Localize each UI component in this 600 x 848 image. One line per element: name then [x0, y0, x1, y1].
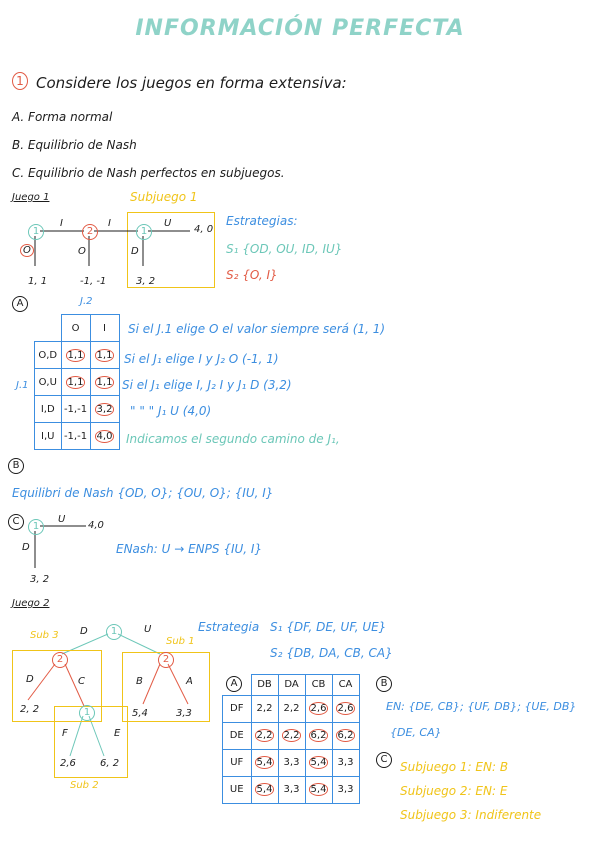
move-o1: O	[20, 244, 34, 257]
strategy-set-s1: S₁ {OD, OU, ID, IU}	[226, 242, 343, 256]
j2-move-d: D	[80, 626, 88, 637]
matrix-cell	[305, 695, 332, 722]
c1-move-d: D	[22, 542, 30, 553]
matrix-cell	[61, 369, 90, 396]
col-header: O	[61, 315, 90, 342]
cell-value: 1,1	[96, 349, 113, 361]
col-header: DA	[278, 675, 305, 696]
nash-equilibria-2b: {DE, CA}	[390, 726, 442, 739]
matrix-cell	[332, 722, 359, 749]
matrix-corner	[223, 675, 252, 696]
cell-value: 2,6	[337, 703, 354, 714]
part-c2-label: C	[376, 752, 392, 768]
node-j2-root: 1	[106, 624, 122, 640]
matrix-cell: 3,3	[278, 749, 305, 776]
player-row-label: J.1	[16, 380, 29, 391]
j2-left-d: D	[26, 674, 34, 685]
cell-value: 2,6	[310, 703, 327, 714]
node-j1-root: 1	[28, 224, 44, 240]
item-a: A. Forma normal	[12, 110, 113, 124]
matrix-cell: 2,2	[251, 695, 278, 722]
note-1: Si el J.1 elige O el valor siempre será (1, 1)	[128, 322, 386, 336]
j2-bottom-e: E	[114, 728, 121, 739]
move-i1: I	[60, 218, 63, 229]
subgame1-eq: Subjuego 1: EN: B	[400, 760, 509, 774]
matrix-cell	[90, 423, 119, 450]
payoff-o1: 1, 1	[28, 276, 48, 287]
cell-value: 1,1	[96, 376, 113, 388]
player-col-label: J.2	[80, 296, 93, 307]
cell-value: 2,2	[283, 730, 300, 741]
cell-value: 3,2	[96, 403, 113, 415]
matrix-cell	[251, 776, 278, 803]
strategies-title-1: Estrategias:	[226, 214, 298, 228]
matrix-cell	[251, 722, 278, 749]
cell-value: 2,2	[256, 730, 273, 741]
nash-equilibria-1: Equilibri de Nash {OD, O}; {OU, O}; {IU, I}	[12, 486, 274, 500]
j2-payoff-a: 3,3	[176, 708, 192, 719]
j2-right-a: A	[186, 676, 193, 687]
sub3-label: Sub 3	[30, 630, 59, 641]
col-header: CA	[332, 675, 359, 696]
cell-value: 1,1	[67, 376, 84, 388]
matrix-cell	[332, 695, 359, 722]
matrix-corner	[35, 315, 62, 342]
matrix-cell	[90, 396, 119, 423]
node-j1-player1: 1	[136, 224, 152, 240]
row-header: UE	[223, 776, 252, 803]
matrix-cell	[305, 722, 332, 749]
subgame2-eq: Subjuego 2: EN: E	[400, 784, 508, 798]
item-b: B. Equilibrio de Nash	[12, 138, 137, 152]
cell-value: 6,2	[310, 730, 327, 741]
col-header: CB	[305, 675, 332, 696]
row-header: I,D	[35, 396, 62, 423]
j2-payoff-f: 2,6	[60, 758, 76, 769]
c1-payoff-d: 3, 2	[30, 574, 50, 585]
cell-value: 5,4	[256, 757, 273, 768]
part-b1-label: B	[8, 458, 24, 474]
matrix-cell	[278, 722, 305, 749]
move-d: D	[131, 246, 139, 257]
matrix-cell	[305, 749, 332, 776]
matrix-cell: 3,3	[332, 776, 359, 803]
row-header: DF	[223, 695, 252, 722]
payoff-o2: -1, -1	[80, 276, 107, 287]
c1-payoff-u: 4,0	[88, 520, 104, 531]
cell-value: 5,4	[310, 784, 327, 795]
question-number: 1	[12, 72, 28, 90]
j2-move-u: U	[144, 624, 152, 635]
part-c1-label: C	[8, 514, 24, 530]
row-header: I,U	[35, 423, 62, 450]
matrix-cell	[61, 342, 90, 369]
col-header: I	[90, 315, 119, 342]
matrix-cell: 3,3	[278, 776, 305, 803]
cell-value: 4,0	[96, 430, 113, 442]
payoff-d: 3, 2	[136, 276, 156, 287]
move-u: U	[164, 218, 172, 229]
payoff-matrix-1	[34, 314, 120, 450]
cell-value: 6,2	[337, 730, 354, 741]
c1-move-u: U	[58, 514, 66, 525]
note-4: " " " J₁ U (4,0)	[130, 404, 212, 418]
node-j2-right: 2	[158, 652, 174, 668]
payoff-matrix-2	[222, 674, 360, 804]
part-b2-label: B	[376, 676, 392, 692]
node-j2-bottom: 1	[79, 705, 95, 721]
j2-payoff-d: 2, 2	[20, 704, 40, 715]
subjuego1-label: Subjuego 1	[130, 190, 198, 204]
j2-bottom-f: F	[62, 728, 68, 739]
subgame3-eq: Subjuego 3: Indiferente	[400, 808, 542, 822]
item-c: C. Equilibrio de Nash perfectos en subjuegos.	[12, 166, 285, 180]
juego1-label: Juego 1	[12, 192, 50, 203]
cell-value: 1,1	[67, 349, 84, 361]
payoff-u: 4, 0	[194, 224, 214, 235]
juego2-label: Juego 2	[12, 598, 50, 609]
matrix-cell	[90, 342, 119, 369]
matrix-cell: 3,3	[332, 749, 359, 776]
row-header: O,U	[35, 369, 62, 396]
sub1-label: Sub 1	[166, 636, 195, 647]
j2-right-b: B	[136, 676, 143, 687]
matrix-cell: 2,2	[278, 695, 305, 722]
question-prompt: Considere los juegos en forma extensiva:	[36, 74, 347, 92]
row-header: DE	[223, 722, 252, 749]
node-j1-player2: 2	[82, 224, 98, 240]
note-3: Si el J₁ elige I, J₂ I y J₁ D (3,2)	[122, 378, 292, 392]
page-title: INFORMACIÓN PERFECTA	[135, 16, 465, 41]
note-5: Indicamos el segundo camino de J₁,	[126, 432, 340, 446]
part-a2-label: A	[226, 676, 242, 692]
j2-payoff-e: 6, 2	[100, 758, 120, 769]
strategy-set-s2: S₂ {O, I}	[226, 268, 278, 282]
node-c1: 1	[28, 519, 44, 535]
nash-equilibria-2: EN: {DE, CB}; {UF, DB}; {UE, DB}	[386, 700, 577, 713]
matrix-cell	[90, 369, 119, 396]
matrix-cell: -1,-1	[61, 396, 90, 423]
part-a1-label: A	[12, 296, 28, 312]
strategies-title-2: Estrategia	[198, 620, 260, 634]
col-header: DB	[251, 675, 278, 696]
j2-payoff-b: 5,4	[132, 708, 148, 719]
j2-strategy-s2: S₂ {DB, DA, CB, CA}	[270, 646, 393, 660]
note-2: Si el J₁ elige I y J₂ O (-1, 1)	[124, 352, 279, 366]
row-header: UF	[223, 749, 252, 776]
matrix-cell	[305, 776, 332, 803]
row-header: O,D	[35, 342, 62, 369]
spne-1: ENash: U → ENPS {IU, I}	[116, 542, 263, 556]
cell-value: 5,4	[256, 784, 273, 795]
j2-strategy-s1: S₁ {DF, DE, UF, UE}	[270, 620, 387, 634]
node-j2-left: 2	[52, 652, 68, 668]
move-i2: I	[108, 218, 111, 229]
j2-left-c: C	[78, 676, 85, 687]
matrix-cell: -1,-1	[61, 423, 90, 450]
sub2-label: Sub 2	[70, 780, 99, 791]
matrix-cell	[251, 749, 278, 776]
move-o2: O	[78, 246, 86, 257]
cell-value: 5,4	[310, 757, 327, 768]
